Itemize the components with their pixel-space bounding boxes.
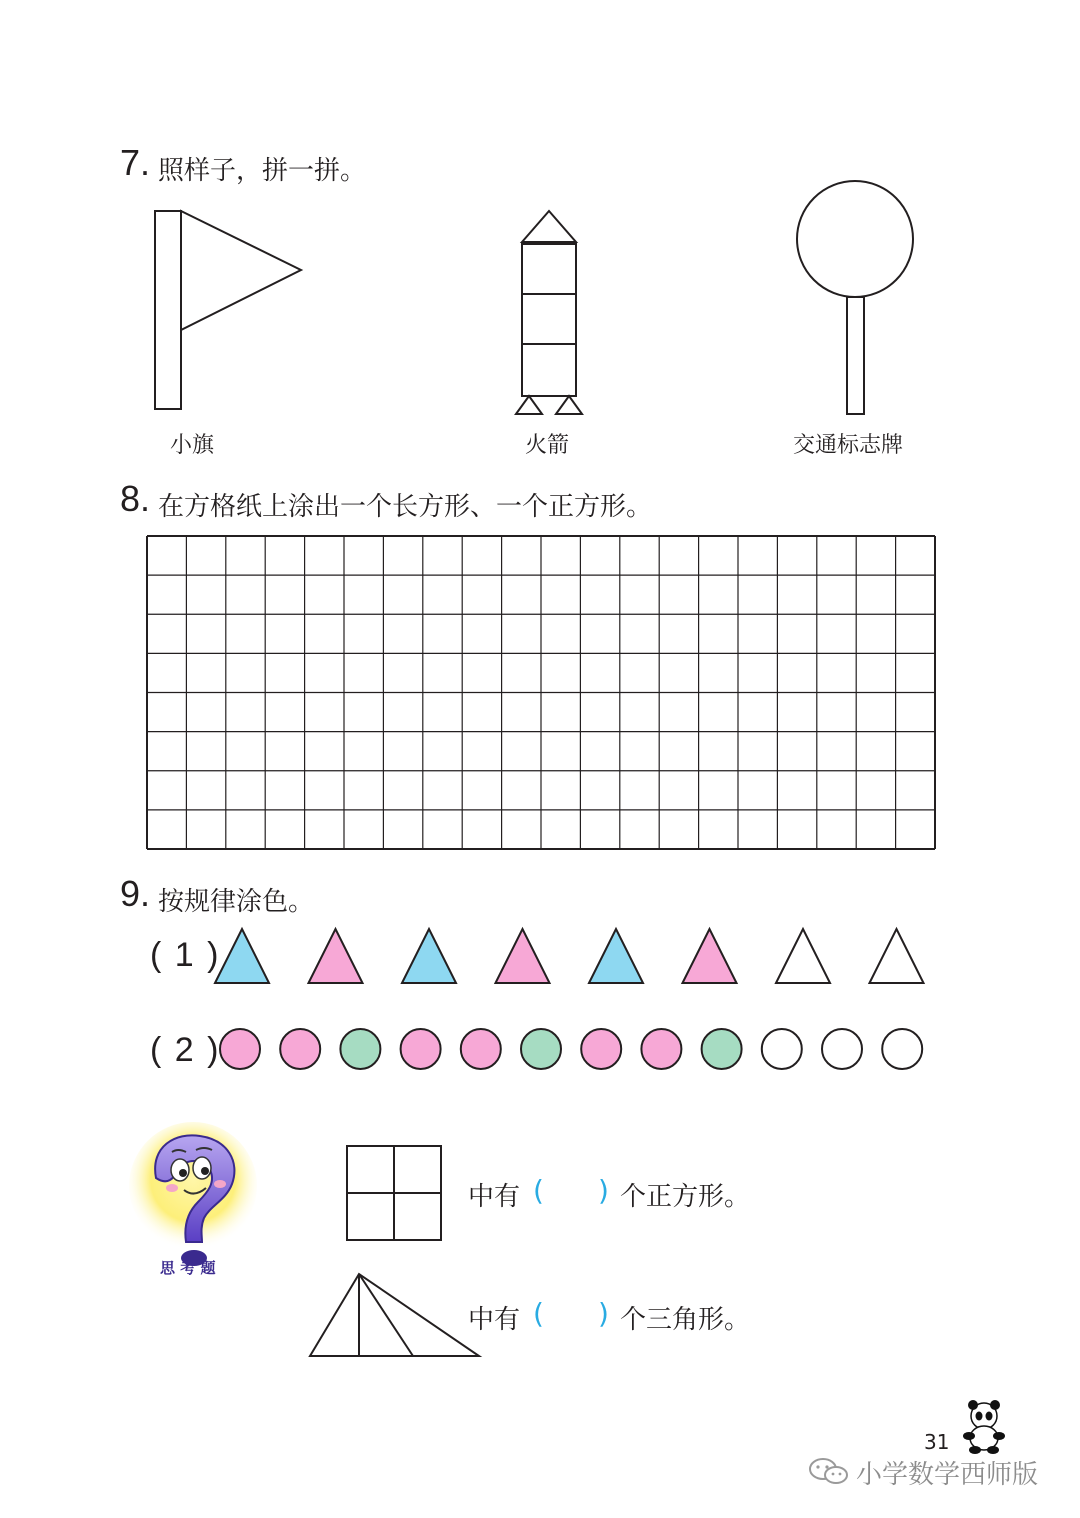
triangles-open-paren: ( xyxy=(533,1297,544,1330)
pattern-triangle[interactable] xyxy=(402,929,456,983)
q7-figures xyxy=(0,0,1080,460)
rocket-fin-right xyxy=(556,396,582,414)
pattern-circle[interactable] xyxy=(280,1029,320,1069)
sign-caption: 交通标志牌 xyxy=(793,433,904,458)
pattern-triangle[interactable] xyxy=(496,929,550,983)
sign-post xyxy=(847,297,864,414)
pattern-circle[interactable] xyxy=(641,1029,681,1069)
triangles-prefix: 中有 xyxy=(468,1305,521,1335)
squares-prefix: 中有 xyxy=(468,1182,521,1212)
pattern-triangle[interactable] xyxy=(589,929,643,983)
squares-answer-blank[interactable] xyxy=(550,1176,598,1210)
pattern-circle[interactable] xyxy=(702,1029,742,1069)
pattern-circle[interactable] xyxy=(882,1029,922,1069)
pattern-circle[interactable] xyxy=(220,1029,260,1069)
q8-instruction: 在方格纸上涂出一个长方形、一个正方形。 xyxy=(158,492,653,522)
row1-label: ( 1 ) xyxy=(150,936,221,974)
square-grid[interactable] xyxy=(146,535,936,850)
squares-open-paren: ( xyxy=(533,1174,544,1207)
circle-row xyxy=(0,1025,1080,1075)
triangles-close-paren: ) xyxy=(598,1297,609,1330)
pattern-circle[interactable] xyxy=(521,1029,561,1069)
flag-figure xyxy=(155,211,301,409)
sign-circle xyxy=(797,181,913,297)
pattern-circle[interactable] xyxy=(340,1029,380,1069)
pattern-triangle[interactable] xyxy=(683,929,737,983)
rocket-figure xyxy=(516,211,582,414)
rocket-body-2 xyxy=(522,294,576,344)
row2-label: ( 2 ) xyxy=(150,1031,221,1069)
triangles-figure xyxy=(305,1270,485,1362)
q7-number: 7. xyxy=(120,142,151,183)
squares-suffix: 个正方形。 xyxy=(620,1182,751,1212)
pattern-circle[interactable] xyxy=(822,1029,862,1069)
pattern-triangle[interactable] xyxy=(870,929,924,983)
rocket-body-1 xyxy=(522,244,576,294)
flag-caption: 小旗 xyxy=(170,433,215,458)
q8-number: 8. xyxy=(120,478,151,519)
watermark-text: 小学数学西师版 xyxy=(856,1460,1039,1490)
panda-icon xyxy=(958,1398,1010,1456)
squares-close-paren: ) xyxy=(598,1174,609,1207)
squares-figure xyxy=(346,1145,442,1242)
thinking-badge-label: 思 考 题 xyxy=(160,1259,216,1277)
rocket-fin-left xyxy=(516,396,542,414)
pattern-triangle[interactable] xyxy=(215,929,269,983)
pattern-circle[interactable] xyxy=(401,1029,441,1069)
sign-figure xyxy=(797,181,913,414)
flag-pole xyxy=(155,211,181,409)
triangles-suffix: 个三角形。 xyxy=(620,1305,751,1335)
triangle-row xyxy=(0,925,1080,990)
pattern-circle[interactable] xyxy=(581,1029,621,1069)
wechat-icon xyxy=(808,1456,852,1486)
pattern-triangle[interactable] xyxy=(309,929,363,983)
pattern-triangle[interactable] xyxy=(776,929,830,983)
rocket-nose xyxy=(522,211,576,242)
rocket-body-3 xyxy=(522,344,576,396)
rocket-caption: 火箭 xyxy=(525,433,570,458)
q7-instruction: 照样子，拼一拼。 xyxy=(158,156,367,186)
page-number: 31 xyxy=(924,1430,950,1454)
pattern-circle[interactable] xyxy=(762,1029,802,1069)
triangles-answer-blank[interactable] xyxy=(550,1299,598,1333)
q9-instruction: 按规律涂色。 xyxy=(158,887,315,917)
q9-number: 9. xyxy=(120,873,151,914)
pattern-circle[interactable] xyxy=(461,1029,501,1069)
flag-triangle xyxy=(181,211,301,330)
